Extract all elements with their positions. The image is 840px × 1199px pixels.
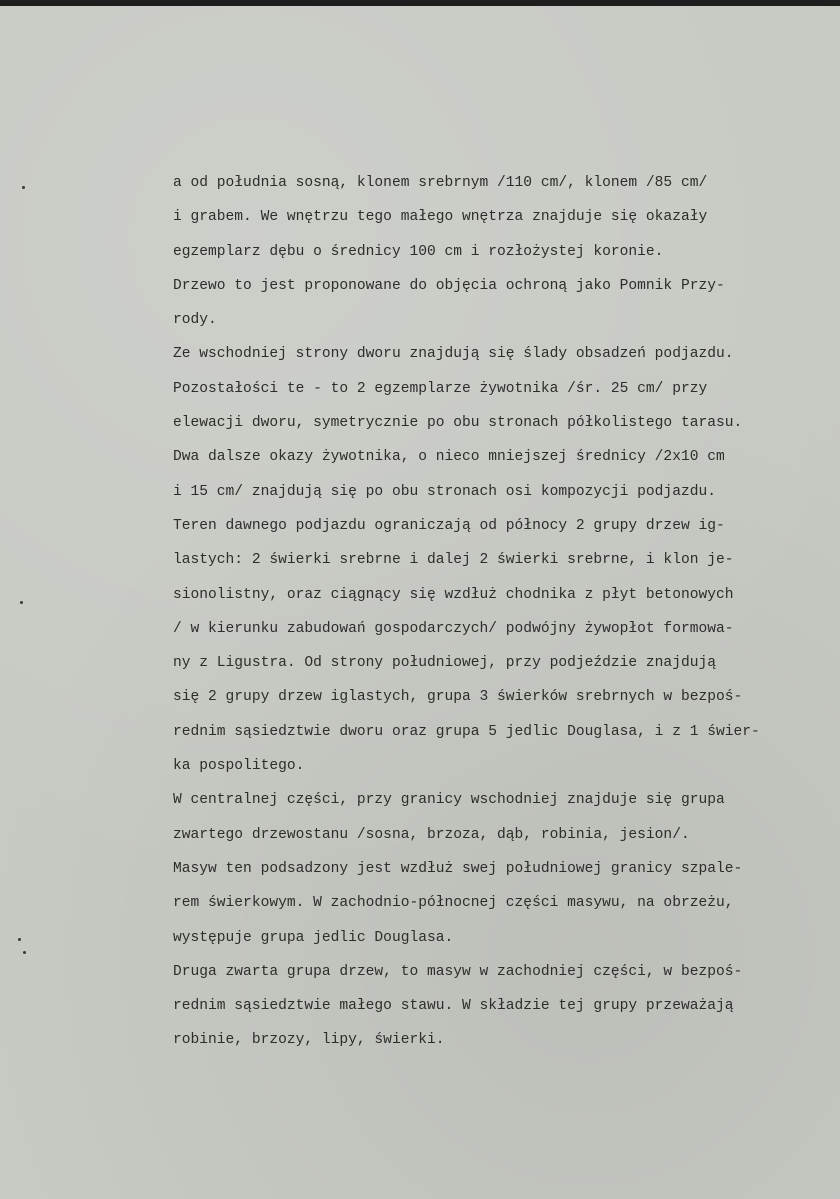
text-line: ka pospolitego. xyxy=(173,758,305,775)
text-line: rednim sąsiedztwie dworu oraz grupa 5 jedlic Douglasa, i z 1 świer- xyxy=(173,723,760,740)
margin-mark xyxy=(22,186,25,189)
text-line: ny z Ligustra. Od strony południowej, przy podjeździe znajdują xyxy=(173,655,716,672)
text-line: elewacji dworu, symetrycznie po obu stronach półkolistego tarasu. xyxy=(173,415,743,432)
text-line: lastych: 2 świerki srebrne i dalej 2 świerki srebrne, i klon je- xyxy=(173,552,734,569)
text-line: występuje grupa jedlic Douglasa. xyxy=(173,929,454,946)
text-line: / w kierunku zabudowań gospodarczych/ podwójny żywopłot formowa- xyxy=(173,620,734,637)
text-line: i grabem. We wnętrzu tego małego wnętrza znajduje się okazały xyxy=(173,209,708,226)
margin-mark xyxy=(23,951,26,954)
text-line: Druga zwarta grupa drzew, to masyw w zachodniej części, w bezpoś- xyxy=(173,963,743,980)
text-line: W centralnej części, przy granicy wschodniej znajduje się grupa xyxy=(173,792,725,809)
scan-top-edge xyxy=(0,0,840,6)
text-line: się 2 grupy drzew iglastych, grupa 3 świerków srebrnych w bezpoś- xyxy=(173,689,743,706)
text-line: sionolistny, oraz ciągnący się wzdłuż chodnika z płyt betonowych xyxy=(173,586,734,603)
text-line: rody. xyxy=(173,312,217,329)
text-line: rednim sąsiedztwie małego stawu. W składzie tej grupy przeważają xyxy=(173,998,734,1015)
text-line: i 15 cm/ znajdują się po obu stronach osi kompozycji podjazdu. xyxy=(173,483,716,500)
text-line: Pozostałości te - to 2 egzemplarze żywotnika /śr. 25 cm/ przy xyxy=(173,380,708,397)
text-line: Drzewo to jest proponowane do objęcia ochroną jako Pomnik Przy- xyxy=(173,277,725,294)
text-line: Ze wschodniej strony dworu znajdują się ślady obsadzeń podjazdu. xyxy=(173,346,734,363)
text-line: zwartego drzewostanu /sosna, brzoza, dąb, robinia, jesion/. xyxy=(173,826,690,843)
margin-mark xyxy=(20,601,23,604)
text-line: Masyw ten podsadzony jest wzdłuż swej południowej granicy szpale- xyxy=(173,860,743,877)
text-line: rem świerkowym. W zachodnio-północnej części masywu, na obrzeżu, xyxy=(173,895,734,912)
text-line: robinie, brzozy, lipy, świerki. xyxy=(173,1032,445,1049)
text-line: a od południa sosną, klonem srebrnym /110 cm/, klonem /85 cm/ xyxy=(173,175,708,191)
margin-mark xyxy=(18,938,21,941)
text-line: Teren dawnego podjazdu ograniczają od północy 2 grupy drzew ig- xyxy=(173,517,725,534)
text-line: Dwa dalsze okazy żywotnika, o nieco mniejszej średnicy /2x10 cm xyxy=(173,449,725,466)
typewritten-text xyxy=(173,166,837,1058)
text-line: egzemplarz dębu o średnicy 100 cm i rozłożystej koronie. xyxy=(173,243,664,260)
